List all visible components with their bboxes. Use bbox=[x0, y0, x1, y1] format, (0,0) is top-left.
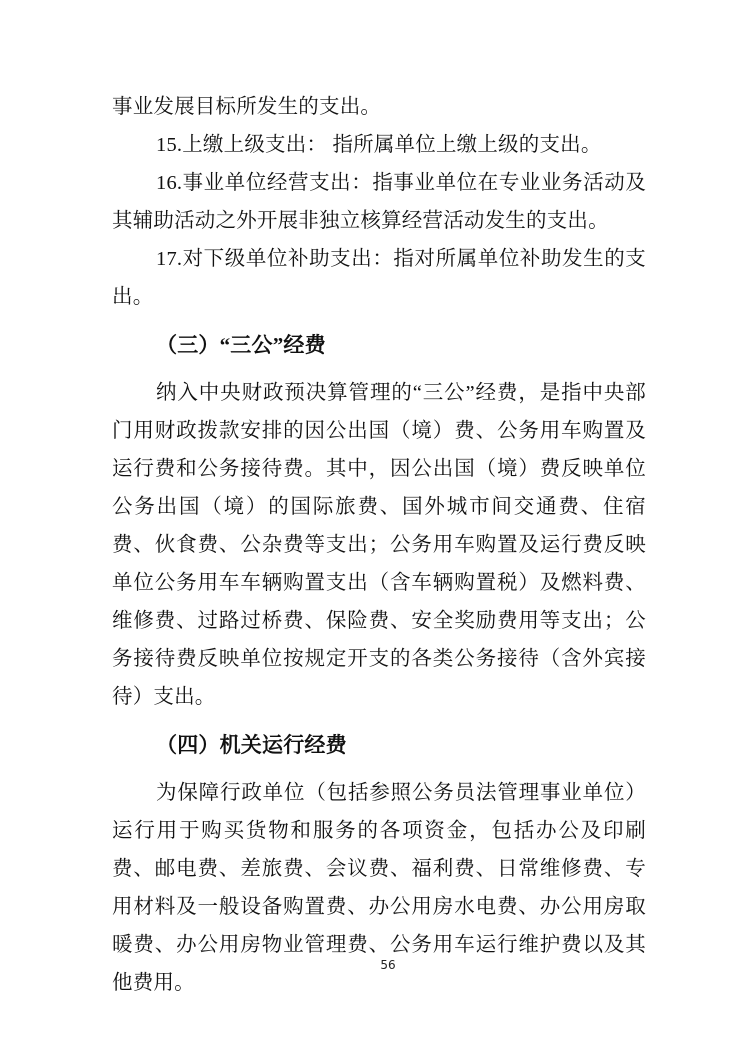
page-footer bbox=[0, 958, 750, 972]
numbered-item-15: 15.上缴上级支出： 指所属单位上缴上级的支出。 bbox=[156, 134, 602, 156]
section-heading-agency-operating-funds: （四）机关运行经费 bbox=[156, 733, 347, 757]
numbered-item-16: 16.事业单位经营支出：指事业单位在专业业务活动及其辅助活动之外开展非独立核算经营活动发生的支出。 bbox=[112, 172, 646, 232]
paragraph-continuation: 事业发展目标所发生的支出。 bbox=[112, 96, 382, 118]
document-content bbox=[112, 88, 646, 1002]
page-number: 56 bbox=[380, 958, 396, 972]
numbered-item-17: 17.对下级单位补助支出：指对所属单位补助发生的支出。 bbox=[112, 248, 646, 308]
section-heading-three-public-expenses: （三）“三公”经费 bbox=[156, 333, 326, 357]
paragraph-three-public-expenses: 纳入中央财政预决算管理的“三公”经费，是指中央部门用财政拨款安排的因公出国（境）费、公务用车购置及运行费和公务接待费。其中，因公出国（境）费反映单位公务出国（境）的国际旅费、国外城市间交通费、住宿费、伙食费、公杂费等支出；公务用车购置及运行费反映单位公务用车车辆购置支出（含车辆购置税）及燃料费、维修费、过路过桥费、保险费、安全奖励费用等支出；公务接待费反映单位按规定开支的各类公务接待（含外宾接待）支出。 bbox=[112, 382, 646, 708]
paragraph-agency-operating-funds: 为保障行政单位（包括参照公务员法管理事业单位）运行用于购买货物和服务的各项资金，包括办公及印刷费、邮电费、差旅费、会议费、福利费、日常维修费、专用材料及一般设备购置费、办公用房水电费、办公用房取暖费、办公用房物业管理费、公务用车运行维护费以及其他费用。 bbox=[112, 782, 646, 994]
